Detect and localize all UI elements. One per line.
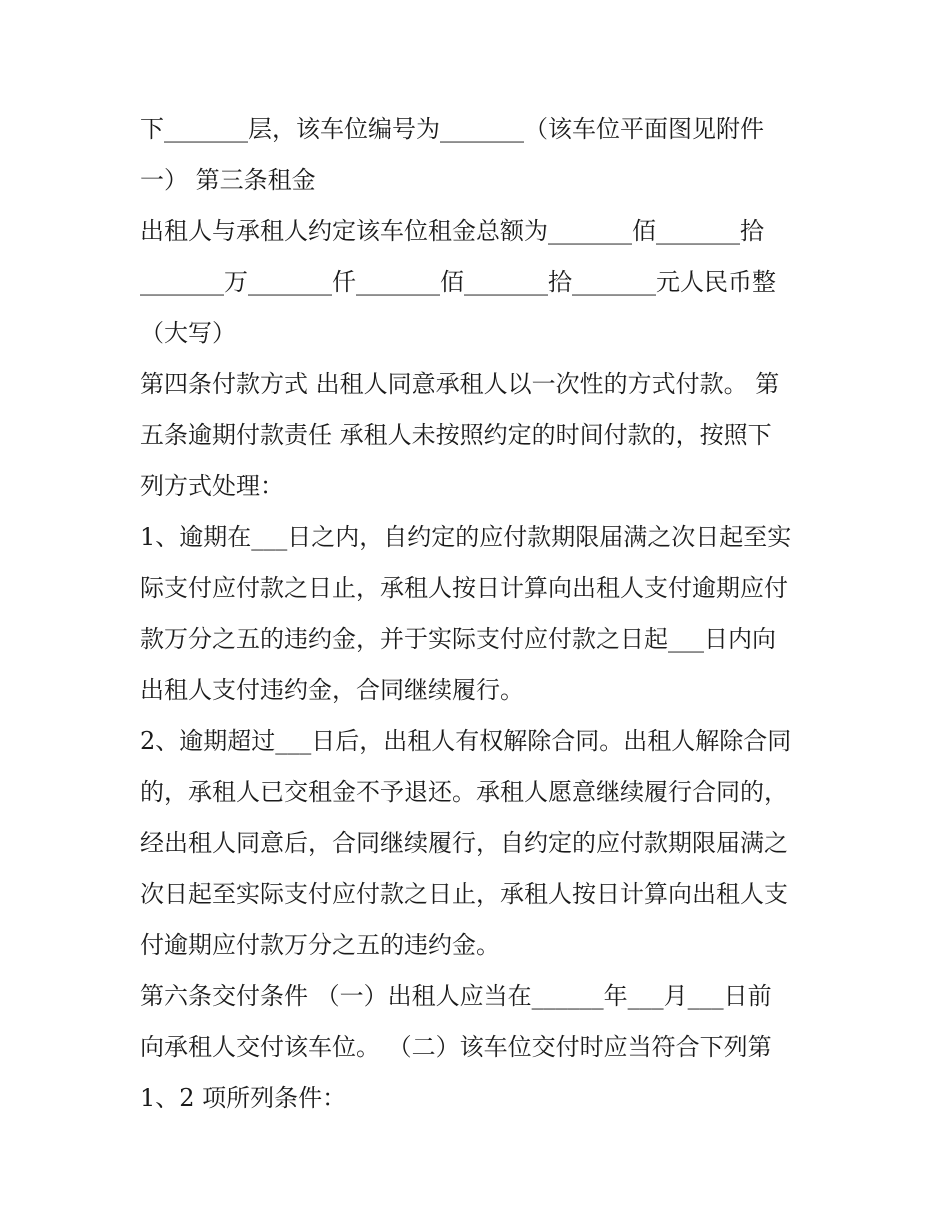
text-line: 出租人与承租人约定该车位租金总额为_______佰_______拾 [140, 217, 764, 245]
text-line: 的，承租人已交租金不予退还。承租人愿意继续履行合同的， [140, 778, 788, 806]
text-line: 出租人支付违约金，合同继续履行。 [140, 676, 524, 704]
text-line: 付逾期应付款万分之五的违约金。 [140, 931, 500, 959]
text-line: 五条逾期付款责任 承租人未按照约定的时间付款的，按照下 [140, 421, 772, 449]
text-line: 际支付应付款之日止，承租人按日计算向出租人支付逾期应付 [140, 574, 788, 602]
text-line: _______万_______仟_______佰_______拾_______元人民币整 [140, 268, 776, 296]
text-line: 列方式处理： [140, 472, 284, 500]
text-line: 次日起至实际支付应付款之日止，承租人按日计算向出租人支 [140, 880, 788, 908]
text-line: 款万分之五的违约金，并于实际支付应付款之日起___日内向 [140, 625, 776, 653]
text-line: （大写） [140, 319, 236, 347]
text-line: 一） 第三条租金 [140, 166, 316, 194]
text-line: 1、逾期在___日之内，自约定的应付款期限届满之次日起至实 [140, 523, 792, 551]
text-line: 第六条交付条件 （一）出租人应当在______年___月___日前 [140, 982, 772, 1010]
contract-text [140, 104, 820, 1124]
text-line: 1、2 项所列条件： [140, 1084, 347, 1112]
text-line: 向承租人交付该车位。 （二）该车位交付时应当符合下列第 [140, 1033, 772, 1061]
text-line: 2、逾期超过___日后，出租人有权解除合同。出租人解除合同 [140, 727, 792, 755]
text-line: 经出租人同意后，合同继续履行，自约定的应付款期限届满之 [140, 829, 788, 857]
text-line: 下_______层，该车位编号为_______（该车位平面图见附件 [140, 115, 764, 143]
text-line: 第四条付款方式 出租人同意承租人以一次性的方式付款。 第 [140, 370, 780, 398]
